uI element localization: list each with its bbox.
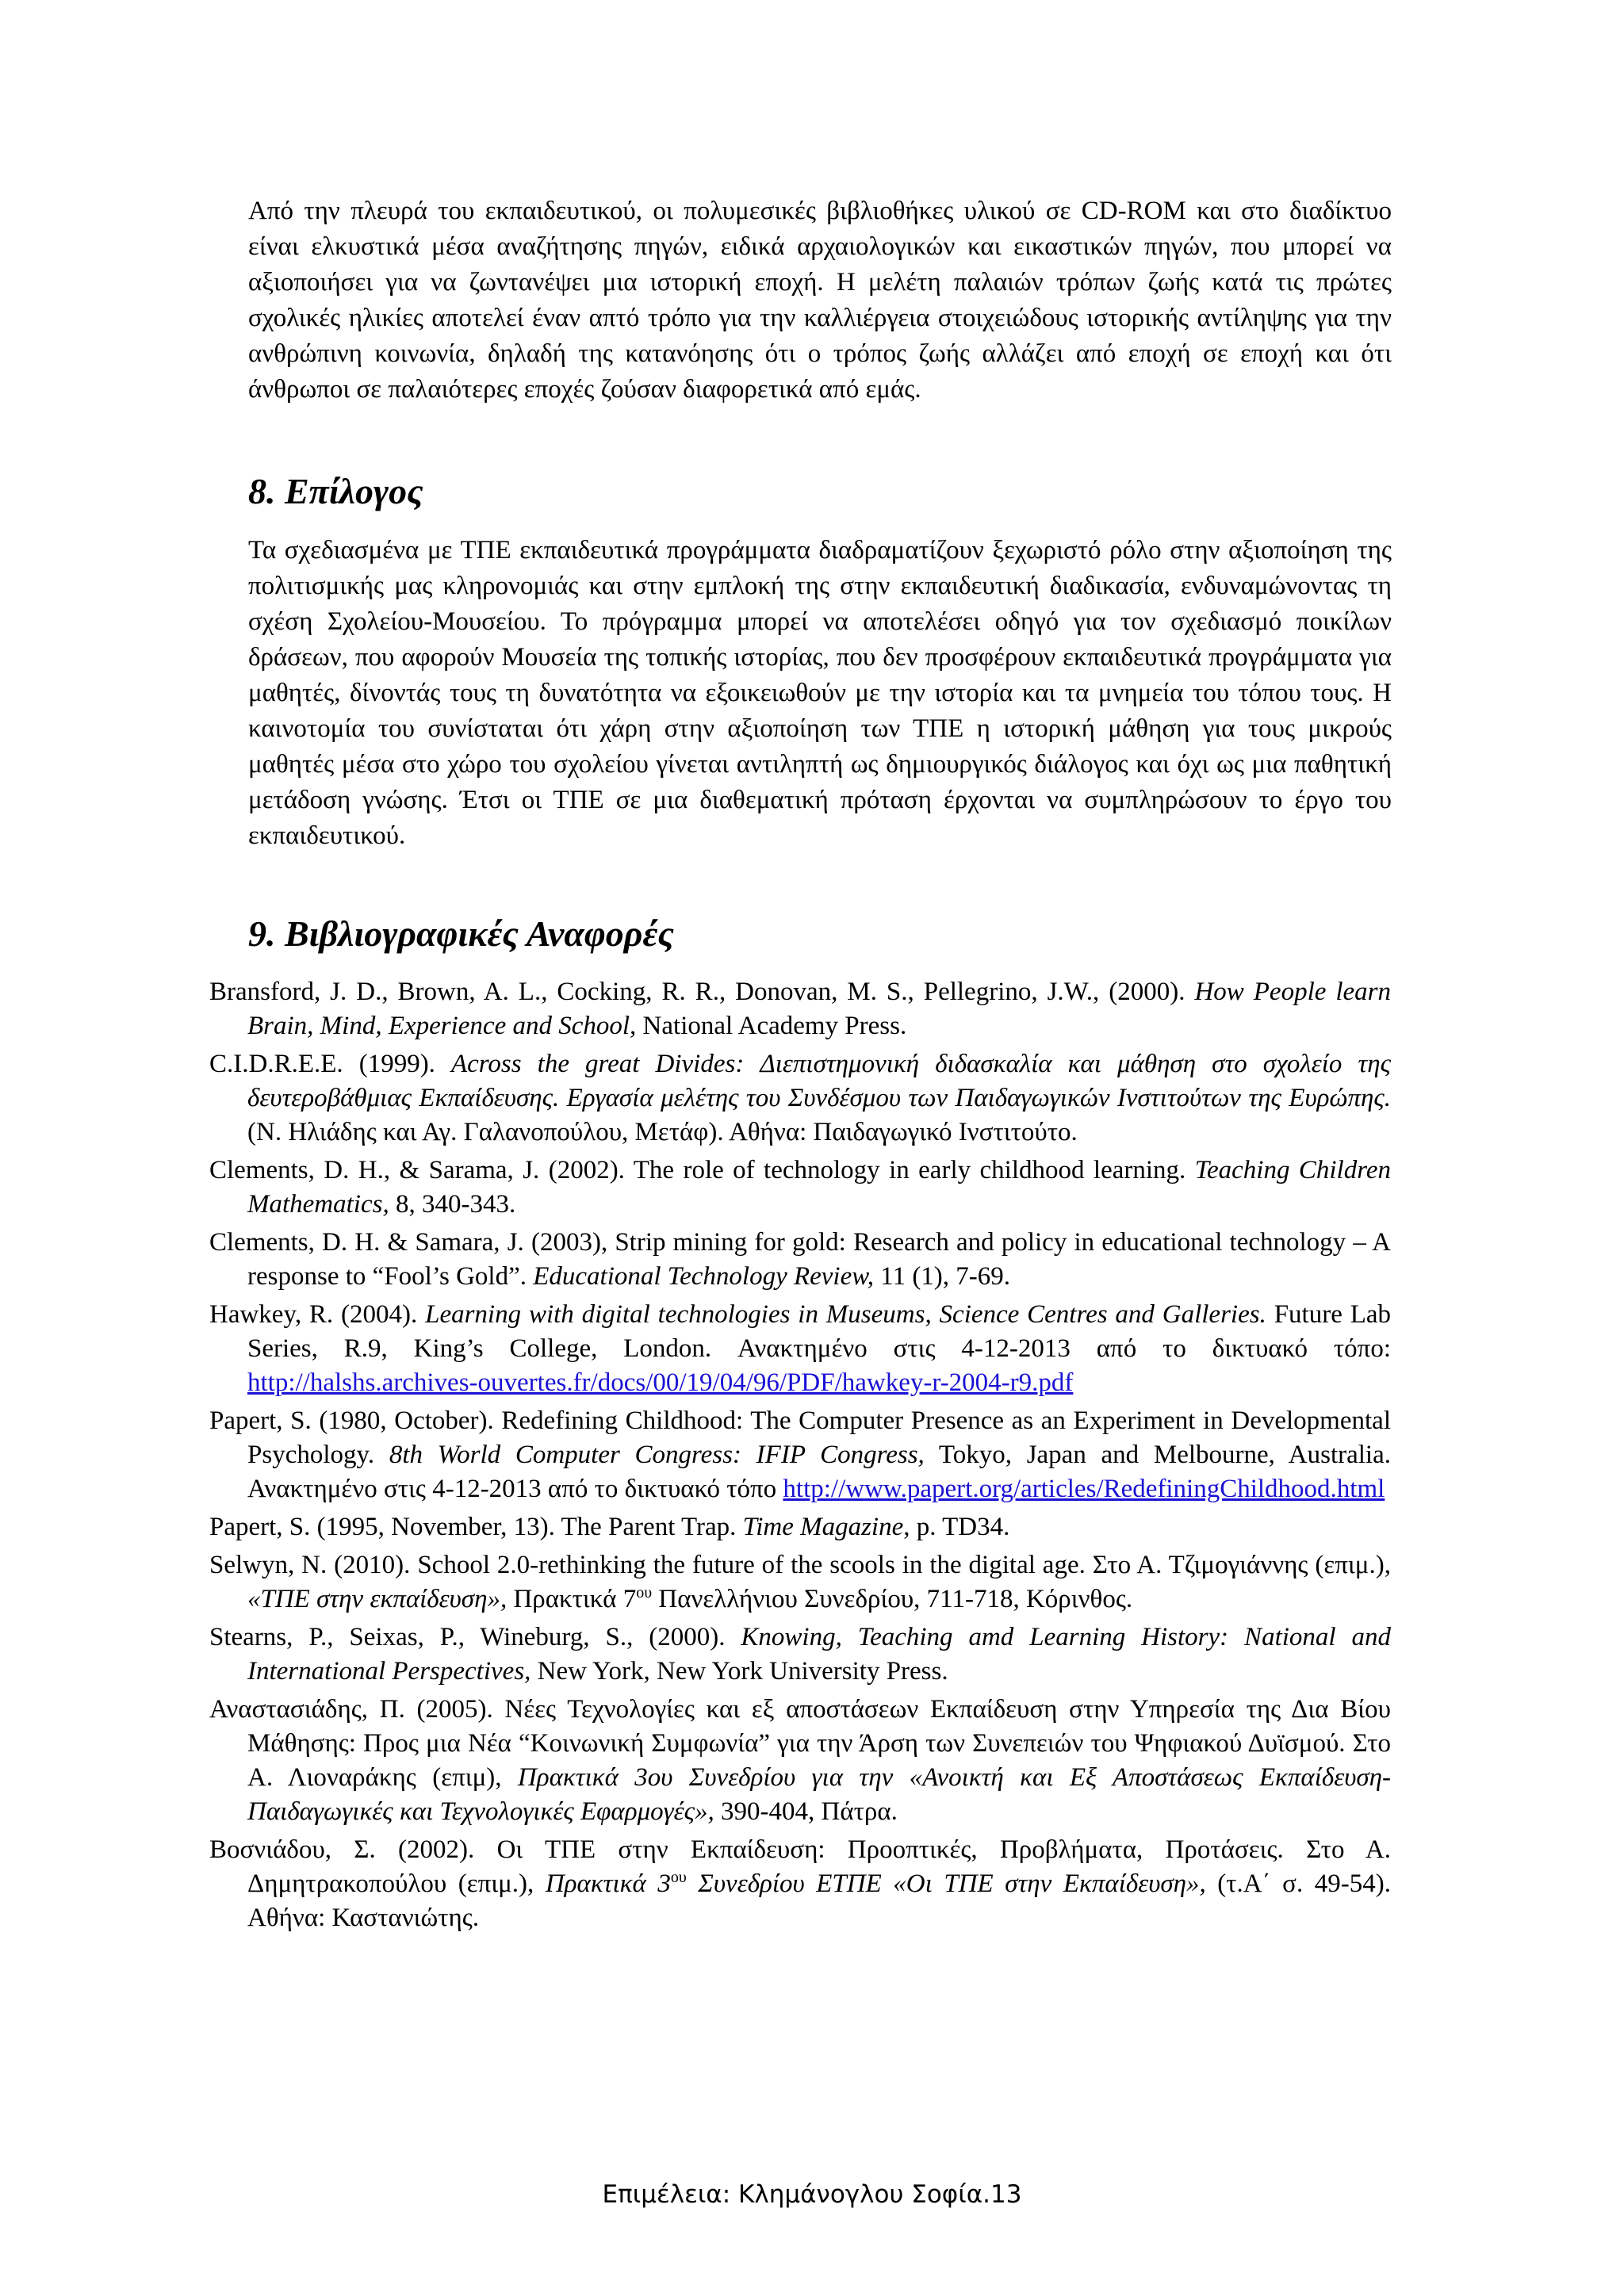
hawkey-link[interactable]: http://halshs.archives-ouvertes.fr/docs/00/19/04/96/PDF/hawkey-r-2004-r9.pdf [247, 1368, 1074, 1397]
reference-bransford: Bransford, J. D., Brown, A. L., Cocking, R. R., Donovan, M. S., Pellegrino, J.W., (2000). How People learn Brain, Mind, Experience and School, National Academy Press. [209, 978, 1391, 1040]
reference-stearns: Stearns, P., Seixas, P., Wineburg, S., (2000). Knowing, Teaching amd Learning History: National and International Perspectives, New York, New York University Press. [209, 1623, 1391, 1686]
reference-anastasiadis: Αναστασιάδης, Π. (2005). Νέες Τεχνολογίες και εξ αποστάσεων Εκπαίδευση στην Υπηρεσία της Δια Βίου Μάθησης: Προς μια Νέα “Κοινωνική Συμφωνία” για την Άρση των Συνεπειών του Ψηφιακού Δυϊσμού. Στο Α. Λιοναράκης (επιμ), Πρακτικά 3ου Συνεδρίου για την «Ανοικτή και Εξ Αποστάσεως Εκπαίδευση-Παιδαγωγικές και Τεχνολογικές Εφαρμογές», 390-404, Πάτρα. [209, 1695, 1391, 1826]
page-footer: Επιμέλεια: Κλημάνογλου Σοφία.13 [602, 2180, 1022, 2209]
reference-clements-2002: Clements, D. H., & Sarama, J. (2002). The role of technology in early childhood learning. Teaching Children Mathematics, 8, 340-343. [209, 1156, 1391, 1219]
reference-vosniadou: Βοσνιάδου, Σ. (2002). Οι ΤΠΕ στην Εκπαίδευση: Προοπτικές, Προβλήματα, Προτάσεις. Στο Α. Δημητρακοπούλου (επιμ.), Πρακτικά $3^{o\upsilon}$ Συνεδρίου ΕΤΠΕ «Οι ΤΠΕ στην Εκπαίδευση», (τ.Α΄ σ. 49-54). Αθήνα: Καστανιώτης. [209, 1835, 1391, 1932]
reference-cidree: C.I.D.R.E.E. (1999). Across the great Divides: Διεπιστημονική διδασκαλία και μάθηση στο σχολείο της δευτεροβάθμιας Εκπαίδευσης. Εργασία μελέτης του Συνδέσμου των Παιδαγωγικών Ινστιτούτων της Ευρώπης. (Ν. Ηλιάδης και Αγ. Γαλανοπούλου, Μετάφ). Αθήνα: Παιδαγωγικό Ινστιτούτο. [209, 1050, 1391, 1146]
reference-hawkey: Hawkey, R. (2004). Learning with digital technologies in Museums, Science Centres and Galleries. Future Lab Series, R.9, King’s College, London. Ανακτημένο στις 4-12-2013 από το δικτυακό τόπο: http://halshs.archives-ouvertes.fr/docs/00/19/04/96/PDF/hawkey-r-2004-r9.pdf [209, 1300, 1391, 1397]
reference-clements-2003: Clements, D. H. & Samara, J. (2003), Strip mining for gold: Research and policy in educational technology – A response to “Fool’s Gold”. Educational Technology Review, 11 (1), 7-69. [209, 1228, 1391, 1291]
section-heading-epilogos: 8. Επίλογος [248, 471, 423, 511]
intro-paragraph: Από την πλευρά του εκπαιδευτικού, οι πολυμεσικές βιβλιοθήκες υλικού σε CD-ROM και στο διαδίκτυο είναι ελκυστικά μέσα αναζήτησης πηγών, ειδικά αρχαιολογικών και εικαστικών πηγών, που μπορεί να αξιοποιήσει για να ζωντανέψει μια ιστορική εποχή. Η μελέτη παλαιών τρόπων ζωής κατά τις πρώτες σχολικές ηλικίες αποτελεί έναν απτό τρόπο για την καλλιέργεια στοιχειώδους ιστορικής αντίληψης για την ανθρώπινη κοινωνία, δηλαδή της κατανόησης ότι ο τρόπος ζωής αλλάζει από εποχή σε εποχή και ότι άνθρωποι σε παλαιότερες εποχές ζούσαν διαφορετικά από εμάς. [248, 197, 1392, 404]
reference-papert-1995: Papert, S. (1995, November, 13). The Parent Trap. Time Magazine, p. TD34. [209, 1513, 1010, 1541]
papert-link[interactable]: http://www.papert.org/articles/RedefiningChildhood.html [783, 1475, 1385, 1503]
reference-selwyn: Selwyn, N. (2010). School 2.0-rethinking the future of the scools in the digital age. Στο Α. Τζιμογιάννης (επιμ.), «ΤΠΕ στην εκπαίδευση», Πρακτικά $7^{o\upsilon}$ Πανελλήνιου Συνεδρίου, 711-718, Κόρινθος. [209, 1551, 1391, 1613]
reference-papert-1980: Papert, S. (1980, October). Redefining Childhood: The Computer Presence as an Experiment in Developmental Psychology. 8th World Computer Congress: IFIP Congress, Tokyo, Japan and Melbourne, Australia. Ανακτημένο στις 4-12-2013 από το δικτυακό τόπο http://www.papert.org/articles/RedefiningChildhood.html [209, 1406, 1391, 1503]
section-heading-bibliography: 9. Βιβλιογραφικές Αναφορές [248, 913, 674, 954]
reference-list [209, 975, 1391, 1939]
epilogos-paragraph: Τα σχεδιασμένα με ΤΠΕ εκπαιδευτικά προγράμματα διαδραματίζουν ξεχωριστό ρόλο στην αξιοποίηση της πολιτισμικής μας κληρονομιάς και στην εμπλοκή της στην εκπαιδευτική διαδικασία, ενδυναμώνοντας τη σχέση Σχολείου-Μουσείου. Το πρόγραμμα μπορεί να αποτελέσει οδηγό για τον σχεδιασμό ποικίλων δράσεων, που αφορούν Μουσεία της τοπικής ιστορίας, που δεν προσφέρουν εκπαιδευτικά προγράμματα για μαθητές, δίνοντάς τους τη δυνατότητα να εξοικειωθούν με την ιστορία και τα μνημεία του τόπου τους. Η καινοτομία του συνίσταται ότι χάρη στην αξιοποίηση των ΤΠΕ η ιστορική μάθηση για τους μικρούς μαθητές μέσα στο χώρο του σχολείου γίνεται αντιληπτή ως δημιουργικός διάλογος και όχι ως μια παθητική μετάδοση γνώσης. Έτσι οι ΤΠΕ σε μια διαθεματική πρόταση έρχονται να συμπληρώσουν το έργο του εκπαιδευτικού. [248, 536, 1392, 850]
